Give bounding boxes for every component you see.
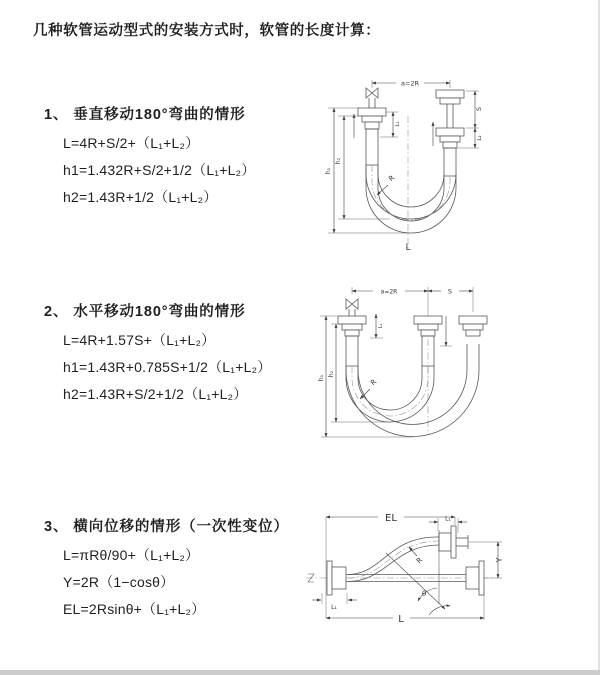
right-pipe-displaced bbox=[459, 316, 487, 336]
dim-label-a2r: a=2R bbox=[380, 288, 398, 296]
dim-label-l1: L₁ bbox=[378, 323, 384, 329]
dim-label-a2r: a=2R bbox=[400, 79, 420, 88]
upper-right-flange-displaced bbox=[439, 526, 468, 558]
braided-hose-section bbox=[444, 148, 456, 176]
dim-label-r: R bbox=[387, 173, 397, 184]
left-pipe bbox=[358, 88, 386, 165]
valve-icon bbox=[366, 88, 378, 98]
dim-label-r: R bbox=[415, 556, 425, 566]
hose-u-curves bbox=[366, 165, 456, 233]
left-pipe bbox=[338, 299, 366, 366]
diagram-vertical-180-bend bbox=[320, 76, 495, 254]
section-1-heading: 1、 垂直移动180°弯曲的情形 bbox=[44, 107, 246, 123]
dimensions-top bbox=[352, 287, 473, 312]
dim-label-l1-bottom: L₁ bbox=[331, 604, 337, 611]
section-lateral-displacement bbox=[44, 516, 289, 623]
hose-u-curves bbox=[346, 344, 479, 437]
formula-2-h2: h2=1.43R+S/2+1/2（L₁+L₂） bbox=[63, 386, 248, 402]
right-pipe bbox=[436, 90, 464, 176]
lower-right-flange bbox=[466, 561, 484, 595]
formula-3-Y: Y=2R（1−cosθ） bbox=[63, 574, 175, 590]
formula-2-L: L=4R+1.57S+（L₁+L₂） bbox=[63, 332, 216, 348]
valve-icon bbox=[346, 299, 358, 309]
dim-label-l2: L₂ bbox=[477, 135, 483, 141]
dim-label-h2: h₂ bbox=[335, 157, 342, 165]
section-horizontal-movement bbox=[44, 301, 271, 408]
formula-3-EL: EL=2Rsinθ+（L₁+L₂） bbox=[63, 601, 206, 617]
dim-label-h1: h₁ bbox=[325, 167, 332, 175]
formula-3-L: L=πRθ/90+（L₁+L₂） bbox=[63, 547, 200, 563]
dim-label-y: Y bbox=[495, 557, 504, 563]
dim-label-h2: h₂ bbox=[328, 370, 335, 378]
dim-label-r: R bbox=[369, 377, 379, 388]
dimensions bbox=[325, 80, 483, 254]
formula-1-L: L=4R+S/2+（L₁+L₂） bbox=[63, 135, 200, 151]
dim-label-l: L bbox=[398, 614, 404, 625]
scan-edge-bottom bbox=[0, 670, 600, 675]
diagram-horizontal-180-bend bbox=[313, 282, 498, 452]
braided-hose-section bbox=[366, 129, 378, 165]
diagram-lateral-displacement bbox=[298, 500, 508, 655]
dim-label-s: S bbox=[447, 287, 453, 296]
dim-label-l: L bbox=[405, 243, 411, 253]
formula-1-h1: h1=1.432R+S/2+1/2（L₁+L₂） bbox=[63, 162, 256, 178]
dim-label-s: S bbox=[475, 106, 483, 112]
dim-label-l1: L₁ bbox=[395, 121, 401, 127]
dim-label-h1: h₁ bbox=[318, 374, 325, 382]
section-vertical-movement bbox=[44, 104, 255, 211]
section-3-heading: 3、 横向位移的情形（一次性变位） bbox=[44, 519, 289, 535]
braided-hose-section bbox=[346, 336, 358, 366]
left-flange bbox=[327, 561, 346, 595]
section-2-heading: 2、 水平移动180°弯曲的情形 bbox=[44, 304, 246, 320]
dim-label-el: EL bbox=[385, 513, 397, 524]
formula-2-h1: h1=1.43R+0.785S+1/2（L₁+L₂） bbox=[63, 359, 272, 375]
dim-label-l1-top: L₁ bbox=[445, 515, 451, 523]
formula-1-h2: h2=1.43R+1/2（L₁+L₂） bbox=[63, 189, 218, 205]
dim-label-theta: θ bbox=[421, 590, 427, 598]
page-title: 几种软管运动型式的安装方式时，软管的长度计算： bbox=[33, 23, 381, 39]
